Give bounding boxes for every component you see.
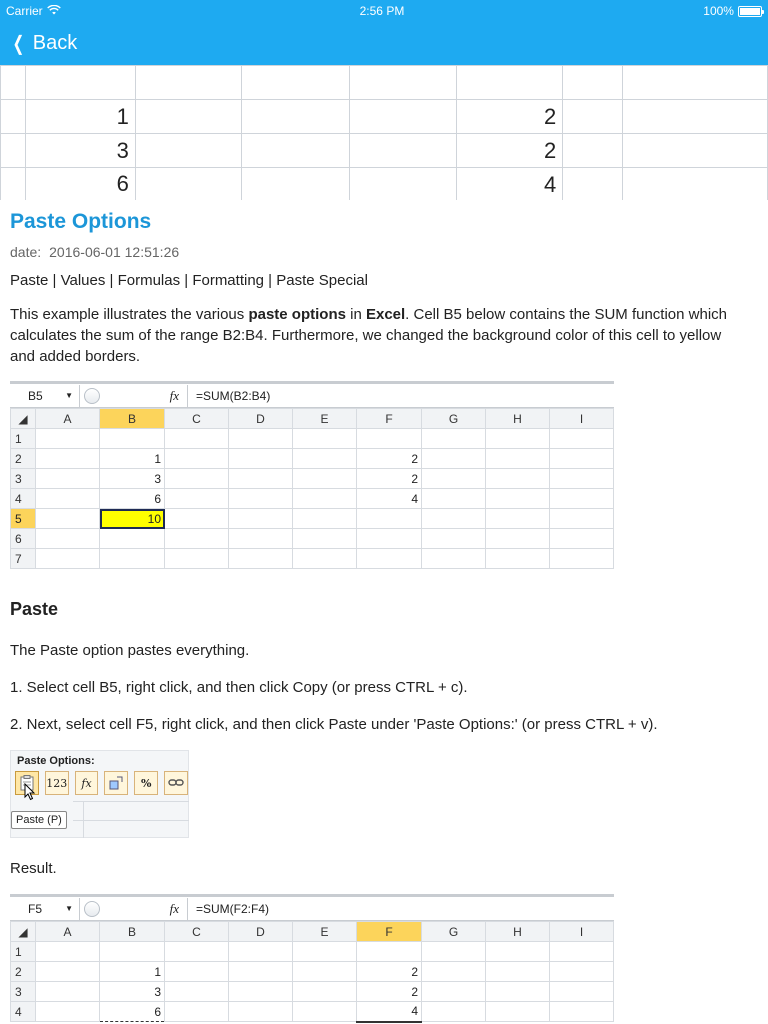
cell-f4: 4 xyxy=(357,1002,422,1022)
name-box-value: B5 xyxy=(28,388,43,403)
row-header: 6 xyxy=(11,529,36,549)
paste-options-image xyxy=(10,750,189,838)
fx-icon: fx xyxy=(100,385,188,407)
cell-f2: 2 xyxy=(357,962,422,982)
excel-screenshot-1 xyxy=(10,381,614,569)
cell-f4: 4 xyxy=(357,489,422,509)
col-header: H xyxy=(486,409,550,429)
intro-paragraph xyxy=(10,304,750,367)
sheet-grid xyxy=(10,921,614,1023)
formula-text: =SUM(F2:F4) xyxy=(196,901,270,916)
chevron-left-icon: ❮ xyxy=(12,33,25,55)
col-header: D xyxy=(229,922,293,942)
row-header: 3 xyxy=(11,469,36,489)
section-heading: Paste xyxy=(10,599,59,619)
formatting-icon[interactable] xyxy=(104,771,128,795)
formula-bar xyxy=(10,897,614,921)
zoomed-sheet-image xyxy=(0,65,768,200)
name-box-value: F5 xyxy=(28,901,43,916)
date-value: 2016-06-01 12:51:26 xyxy=(49,244,180,260)
paste-options-icons xyxy=(11,771,188,795)
sheet-grid xyxy=(10,408,614,569)
intro-bold: Excel xyxy=(365,306,406,323)
row-header: 7 xyxy=(11,549,36,569)
carrier-label: Carrier xyxy=(6,4,43,18)
formula-bar xyxy=(10,384,614,408)
col-header: I xyxy=(550,409,614,429)
cell-b7 xyxy=(100,549,165,569)
row-header: 2 xyxy=(11,449,36,469)
paste-description: The Paste option pastes everything. xyxy=(10,642,250,659)
excel-screenshot-2 xyxy=(10,894,614,1023)
date-label: date: xyxy=(10,244,42,260)
row-header: 5 xyxy=(11,509,36,529)
zoom-cell: 2 xyxy=(457,100,563,134)
cell-f1 xyxy=(357,942,422,962)
col-header: G xyxy=(422,922,486,942)
row-header: 2 xyxy=(11,962,36,982)
col-header: F xyxy=(357,922,422,942)
intro-text: This example illustrates the various xyxy=(10,306,249,323)
cell-b5: 10 xyxy=(100,509,165,529)
col-header: E xyxy=(293,922,357,942)
cell-b1 xyxy=(100,942,165,962)
cell-b1 xyxy=(100,429,165,449)
intro-text: . Cell B5 below contains the SUM function which calculates the sum of the range B2:B4. Furthermore, we changed the background color of this cell to yellow and added borders. xyxy=(10,306,727,365)
corner-cell: ◢ xyxy=(11,409,36,429)
cell-f3: 2 xyxy=(357,982,422,1002)
cell-b2: 1 xyxy=(100,962,165,982)
cell-b4: 6 xyxy=(100,489,165,509)
col-header: H xyxy=(486,922,550,942)
cell-b2: 1 xyxy=(100,449,165,469)
zoom-cell: 2 xyxy=(457,134,563,168)
col-header: C xyxy=(165,922,229,942)
back-button[interactable] xyxy=(10,31,77,56)
row-header: 3 xyxy=(11,982,36,1002)
mouse-cursor-icon xyxy=(24,783,36,806)
result-label: Result. xyxy=(10,860,57,877)
corner-cell: ◢ xyxy=(11,922,36,942)
intro-bold: paste options xyxy=(248,306,346,323)
cell-f2: 2 xyxy=(357,449,422,469)
link-icon[interactable] xyxy=(164,771,188,795)
values-icon[interactable]: 123 xyxy=(45,771,69,795)
cell-f5 xyxy=(357,509,422,529)
step-1: 1. Select cell B5, right click, and then click Copy (or press CTRL + c). xyxy=(10,679,468,696)
zoom-cell: 3 xyxy=(25,134,135,168)
cell-f3: 2 xyxy=(357,469,422,489)
cell-f6 xyxy=(357,529,422,549)
formulas-icon[interactable]: fx xyxy=(75,771,99,795)
percent-icon[interactable]: % xyxy=(134,771,158,795)
col-header: I xyxy=(550,922,614,942)
fx-icon: fx xyxy=(100,898,188,920)
dropdown-arrow-icon: ▼ xyxy=(65,391,73,400)
paste-options-title: Paste Options: xyxy=(17,755,95,767)
col-header: A xyxy=(36,409,100,429)
wifi-icon xyxy=(47,4,61,18)
col-header: A xyxy=(36,922,100,942)
col-header: G xyxy=(422,409,486,429)
zoom-cell: 4 xyxy=(457,168,563,201)
status-bar xyxy=(0,0,768,22)
cell-b6 xyxy=(100,529,165,549)
cell-b4: 6 xyxy=(100,1002,165,1022)
zoom-cell: 6 xyxy=(25,168,135,201)
col-header: F xyxy=(357,409,422,429)
scroll-handle-icon xyxy=(84,388,100,404)
battery-percent: 100% xyxy=(703,4,734,18)
battery-icon xyxy=(738,6,762,17)
step-2: 2. Next, select cell F5, right click, and then click Paste under 'Paste Options:' (or press CTRL + v). xyxy=(10,716,658,733)
nav-bar xyxy=(0,22,768,65)
intro-text: in xyxy=(345,306,366,323)
tag-links[interactable]: Paste | Values | Formulas | Formatting | Paste Special xyxy=(10,272,368,289)
zoom-cell: 1 xyxy=(25,100,135,134)
cell-f1 xyxy=(357,429,422,449)
cell-f7 xyxy=(357,549,422,569)
row-header: 4 xyxy=(11,1002,36,1022)
formula-text: =SUM(B2:B4) xyxy=(196,388,271,403)
tooltip: Paste (P) xyxy=(11,811,67,829)
cell-b3: 3 xyxy=(100,982,165,1002)
col-header: D xyxy=(229,409,293,429)
dropdown-arrow-icon: ▼ xyxy=(65,904,73,913)
col-header: B xyxy=(100,922,165,942)
clock: 2:56 PM xyxy=(359,4,405,18)
col-header: B xyxy=(100,409,165,429)
row-header: 1 xyxy=(11,429,36,449)
scroll-handle-icon xyxy=(84,901,100,917)
col-header: E xyxy=(293,409,357,429)
page-title: Paste Options xyxy=(10,210,152,233)
row-header: 1 xyxy=(11,942,36,962)
article xyxy=(10,200,758,289)
back-label: Back xyxy=(32,32,78,54)
name-box xyxy=(10,898,80,920)
name-box xyxy=(10,385,80,407)
col-header: C xyxy=(165,409,229,429)
article-date xyxy=(10,244,758,260)
app-header xyxy=(0,0,768,65)
grid-lines xyxy=(73,801,189,837)
cell-b3: 3 xyxy=(100,469,165,489)
row-header: 4 xyxy=(11,489,36,509)
